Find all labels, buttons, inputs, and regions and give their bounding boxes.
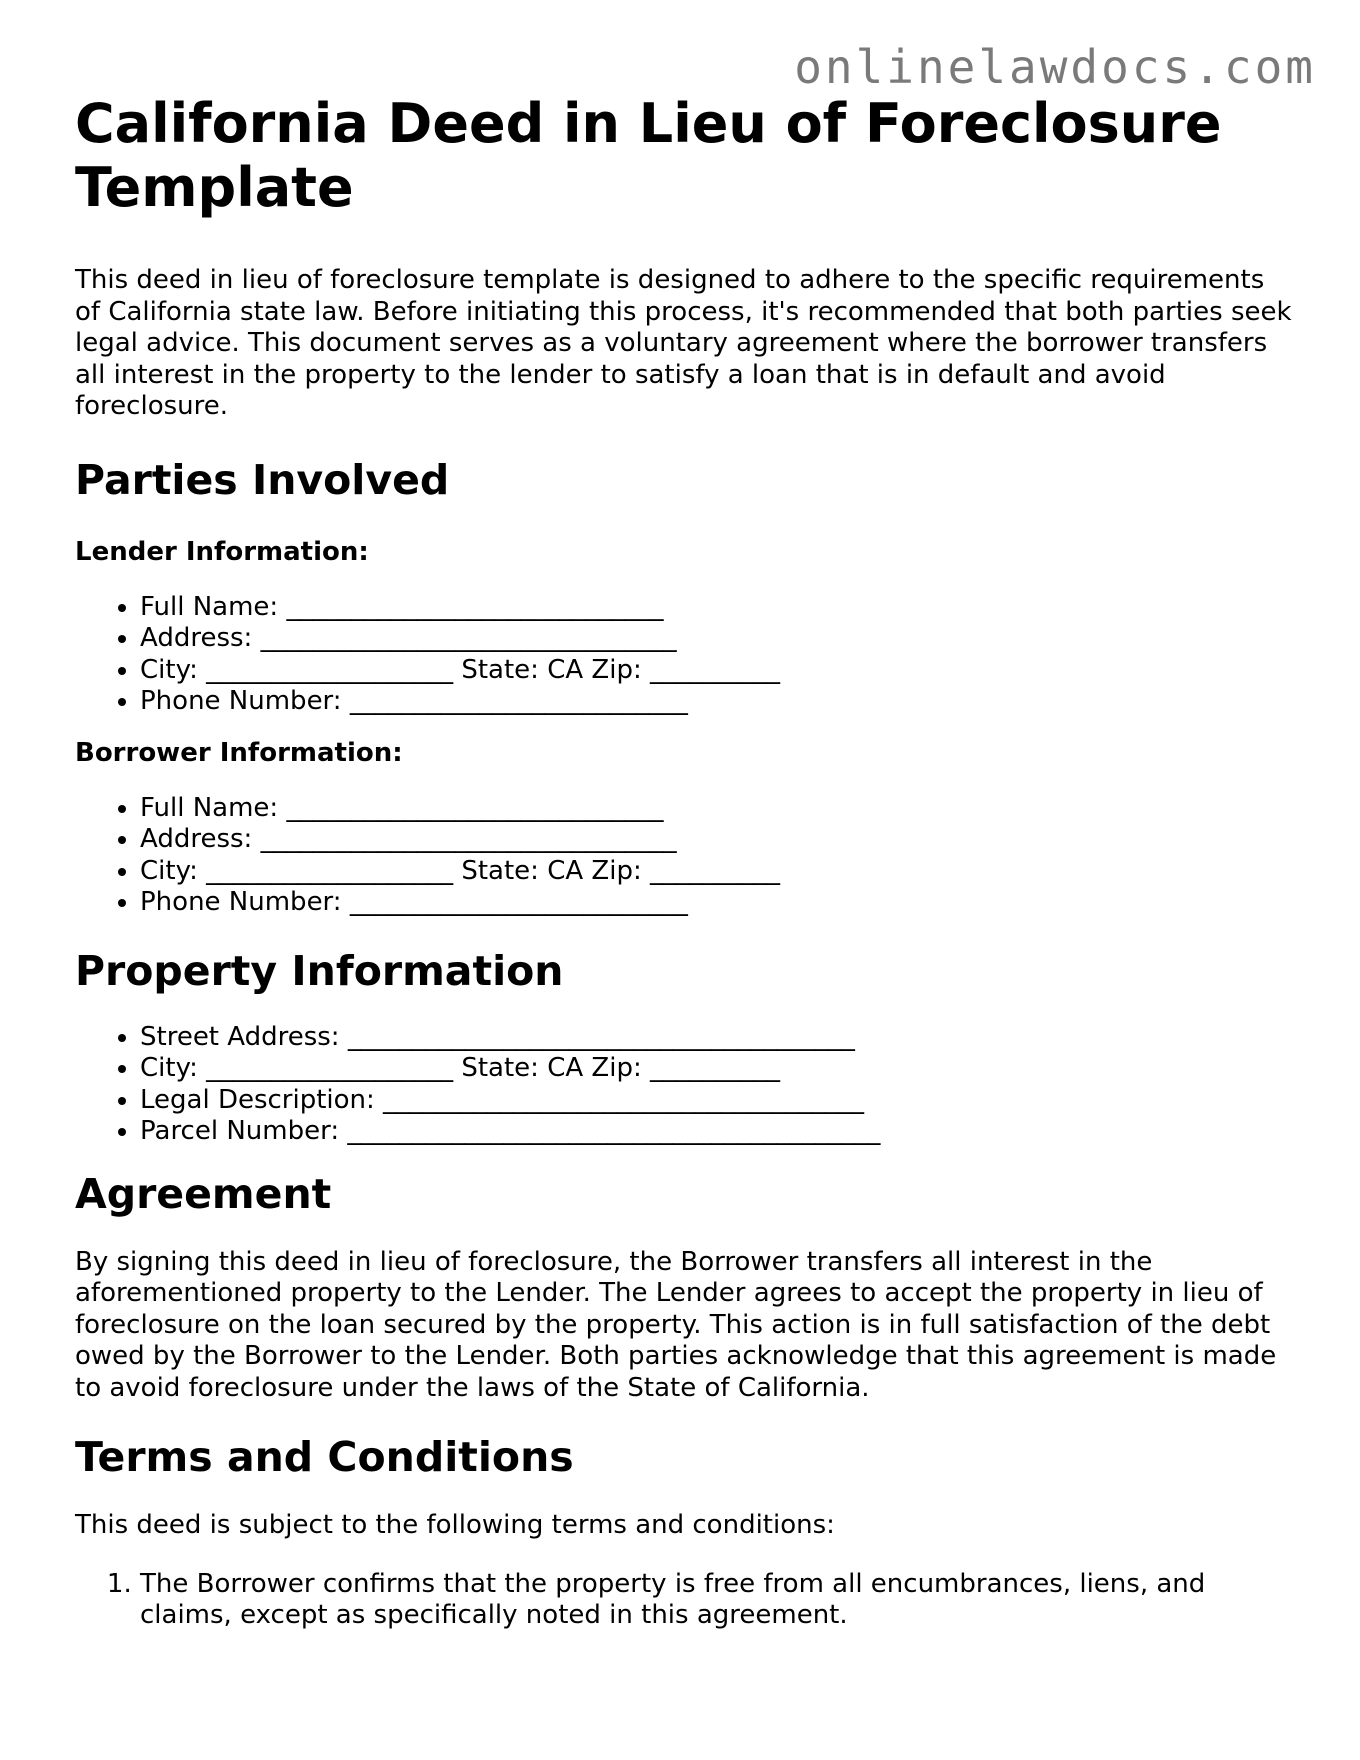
borrower-address-field: • Address: ________________________________ (140, 824, 1295, 856)
document-page (75, 92, 1295, 1632)
terms-intro: This deed is subject to the following terms and conditions: (75, 1510, 835, 1540)
property-street-field: • Street Address: _______________________________________ (140, 1022, 1295, 1054)
agreement-paragraph: By signing this deed in lieu of foreclosure, the Borrower transfers all interest in the aforementioned property to the Lender. The Lender agrees to accept the property in lieu of foreclosure on the loan secured by the property. This action is in full satisfaction of the debt owed by the Borrower to the Lender. Both parties acknowledge that this agreement is made to avoid foreclosure under the laws of the State of California. (75, 1246, 1277, 1403)
document-title: California Deed in Lieu of Foreclosure Template (75, 92, 1222, 219)
lender-city-field: • City: ___________________ State: CA Zip: __________ (140, 655, 1295, 687)
property-parcel-number-field: • Parcel Number: _________________________________________ (140, 1116, 1295, 1148)
lender-phone-field: • Phone Number: __________________________ (140, 686, 1295, 718)
lender-heading: Lender Information: (75, 536, 369, 567)
property-city-field: • City: ___________________ State: CA Zip: __________ (140, 1053, 1295, 1085)
terms-heading: Terms and Conditions (75, 1433, 574, 1481)
property-field-list (75, 1022, 1295, 1148)
borrower-city-field: • City: ___________________ State: CA Zip: __________ (140, 856, 1295, 888)
borrower-heading: Borrower Information: (75, 737, 403, 768)
lender-address-field: • Address: ________________________________ (140, 623, 1295, 655)
terms-list (75, 1569, 1295, 1632)
lender-field-list (75, 592, 1295, 718)
property-heading: Property Information (75, 946, 564, 995)
intro-paragraph: This deed in lieu of foreclosure template is designed to adhere to the specific requirements of California state law. Before initiating this process, it's recommended that both parties seek legal advice. This document serves as a voluntary agreement where the borrower transfers all interest in the property to the lender to satisfy a loan that is in default and avoid foreclosure. (75, 265, 1292, 421)
property-legal-description-field: • Legal Description: _____________________________________ (140, 1085, 1295, 1117)
borrower-field-list (75, 793, 1295, 919)
watermark-logo: onlinelawdocs.com (794, 40, 1316, 94)
borrower-phone-field: • Phone Number: __________________________ (140, 887, 1295, 919)
parties-heading: Parties Involved (75, 455, 450, 504)
terms-item: 1. The Borrower confirms that the property is free from all encumbrances, liens, and claims, except as specifically noted in this agreement. (140, 1569, 1295, 1632)
agreement-heading: Agreement (75, 1169, 332, 1218)
borrower-full-name-field: • Full Name: _____________________________ (140, 793, 1295, 825)
lender-full-name-field: • Full Name: _____________________________ (140, 592, 1295, 624)
